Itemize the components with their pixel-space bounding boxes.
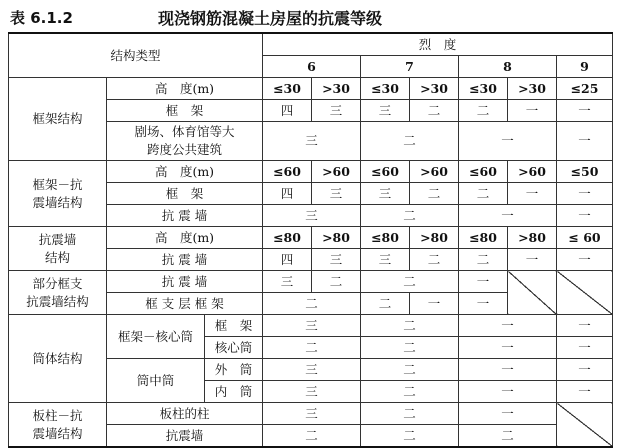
cell: >80: [508, 227, 557, 249]
cell: 一: [557, 249, 613, 271]
slab-label-line-1: 板柱－抗: [32, 407, 83, 423]
row-label: 高 度(m): [107, 78, 263, 100]
cell: ≤80: [361, 227, 410, 249]
cell: 一: [557, 205, 613, 227]
cell: 二: [361, 337, 459, 359]
core-tube-group-label: 框架－核心筒: [107, 315, 205, 359]
cell: 二: [361, 122, 459, 161]
cell: 一: [459, 403, 557, 425]
cell: ≤80: [459, 227, 508, 249]
cell: ≤30: [459, 78, 508, 100]
cell: 一: [459, 122, 557, 161]
cell: 三: [312, 183, 361, 205]
cell: 二: [263, 293, 361, 315]
row-label: [107, 122, 263, 161]
header-row-1: [9, 33, 613, 56]
cell: 一: [459, 337, 557, 359]
cell: 一: [410, 293, 459, 315]
header-degree-7: 7: [361, 56, 459, 78]
cell: 二: [312, 271, 361, 293]
tube-structure-label: 筒体结构: [9, 315, 107, 403]
row-label: 抗震墙: [107, 425, 263, 448]
cell: >80: [410, 227, 459, 249]
frame-structure-label: 框架结构: [9, 78, 107, 161]
cell: ≤30: [263, 78, 312, 100]
shear-wall-label-line-2: 结构: [44, 249, 70, 265]
cell: >60: [508, 161, 557, 183]
header-degree-9: 9: [557, 56, 613, 78]
frame-wall-label-line-2: 震墙结构: [32, 194, 83, 210]
cell: 三: [361, 100, 410, 122]
cell: 二: [361, 315, 459, 337]
cell: 四: [263, 100, 312, 122]
cell: 二: [263, 337, 361, 359]
partial-frame-structure-label: [9, 271, 107, 315]
cell: 一: [557, 337, 613, 359]
cell: 一: [557, 100, 613, 122]
seismic-grade-table: [8, 32, 613, 448]
row-label: 板柱的柱: [107, 403, 263, 425]
cell: 一: [508, 100, 557, 122]
tube-core-frame-row: [9, 315, 613, 337]
cell: ≤60: [459, 161, 508, 183]
cell: 二: [361, 425, 459, 448]
cell: 二: [263, 425, 361, 448]
cell: 一: [557, 359, 613, 381]
cell: 二: [410, 100, 459, 122]
cell: 一: [557, 122, 613, 161]
cell: 一: [508, 183, 557, 205]
cell: 一: [459, 381, 557, 403]
cell: ≤60: [361, 161, 410, 183]
cell: 二: [410, 249, 459, 271]
partial-frame-label-line-2: 抗震墙结构: [26, 293, 89, 309]
cell: 一: [459, 293, 508, 315]
row-label: 高 度(m): [107, 161, 263, 183]
diagonal-blank-cell: [557, 271, 613, 315]
slab-column-row: [9, 403, 613, 425]
cell: >60: [312, 161, 361, 183]
cell: 三: [312, 249, 361, 271]
partial-frame-label-line-1: 部分框支: [32, 275, 83, 291]
cell: 三: [361, 183, 410, 205]
cell: 一: [508, 249, 557, 271]
row-label: 抗 震 墙: [107, 205, 263, 227]
row-label: 外 筒: [205, 359, 263, 381]
row-label: 内 筒: [205, 381, 263, 403]
cell: 三: [263, 403, 361, 425]
partial-frame-wall-row: [9, 271, 613, 293]
header-degree-6: 6: [263, 56, 361, 78]
shear-wall-structure-label: [9, 227, 107, 271]
row-label: 核心筒: [205, 337, 263, 359]
hall-label-line-2: 跨度公共建筑: [147, 142, 223, 157]
cell: 一: [557, 183, 613, 205]
frame-wall-structure-label: [9, 161, 107, 227]
cell: >60: [410, 161, 459, 183]
cell: ≤ 60: [557, 227, 613, 249]
row-label: 抗 震 墙: [107, 249, 263, 271]
table-title: 现浇钢筋混凝土房屋的抗震等级: [158, 9, 383, 28]
shear-wall-height-row: [9, 227, 613, 249]
cell: ≤25: [557, 78, 613, 100]
slab-label-line-2: 震墙结构: [32, 425, 83, 441]
slab-structure-label: [9, 403, 107, 448]
cell: 三: [361, 249, 410, 271]
cell: 二: [361, 381, 459, 403]
row-label: 框 架: [107, 100, 263, 122]
tube-in-tube-group-label: 筒中筒: [107, 359, 205, 403]
cell: 三: [312, 100, 361, 122]
header-degree-8: 8: [459, 56, 557, 78]
cell: 二: [361, 359, 459, 381]
cell: >30: [410, 78, 459, 100]
cell: 一: [557, 381, 613, 403]
row-label: 框 支 层 框 架: [107, 293, 263, 315]
cell: ≤30: [361, 78, 410, 100]
cell: 三: [263, 381, 361, 403]
cell: 一: [459, 315, 557, 337]
cell: 二: [361, 205, 459, 227]
cell: 二: [459, 183, 508, 205]
frame-wall-height-row: [9, 161, 613, 183]
cell: 四: [263, 249, 312, 271]
cell: 三: [263, 359, 361, 381]
row-label: 高 度(m): [107, 227, 263, 249]
row-label: 框 架: [107, 183, 263, 205]
cell: ≤80: [263, 227, 312, 249]
cell: 三: [263, 271, 312, 293]
cell: 一: [459, 205, 557, 227]
cell: >30: [508, 78, 557, 100]
header-intensity: 烈 度: [263, 33, 613, 56]
table-number: 表 6.1.2: [10, 9, 73, 27]
cell: 二: [361, 271, 459, 293]
cell: 三: [263, 205, 361, 227]
row-label: 框 架: [205, 315, 263, 337]
diagonal-blank-cell: [557, 403, 613, 448]
cell: 二: [459, 425, 557, 448]
cell: 一: [459, 271, 508, 293]
cell: >30: [312, 78, 361, 100]
table-caption: [8, 6, 608, 28]
shear-wall-label-line-1: 抗震墙: [38, 231, 77, 247]
cell: ≤50: [557, 161, 613, 183]
cell: 二: [410, 183, 459, 205]
cell: >80: [312, 227, 361, 249]
cell: 二: [361, 293, 410, 315]
cell: 二: [459, 249, 508, 271]
diagonal-blank-cell: [508, 271, 557, 315]
frame-height-row: [9, 78, 613, 100]
hall-label-line-1: 剧场、体育馆等大: [134, 124, 235, 139]
frame-wall-label-line-1: 框架－抗: [32, 176, 83, 192]
header-structure-type: 结构类型: [9, 33, 263, 78]
cell: 一: [459, 359, 557, 381]
cell: 一: [557, 315, 613, 337]
row-label: 抗 震 墙: [107, 271, 263, 293]
cell: 二: [361, 403, 459, 425]
cell: 三: [263, 315, 361, 337]
cell: 四: [263, 183, 312, 205]
cell: 三: [263, 122, 361, 161]
cell: ≤60: [263, 161, 312, 183]
cell: 二: [459, 100, 508, 122]
